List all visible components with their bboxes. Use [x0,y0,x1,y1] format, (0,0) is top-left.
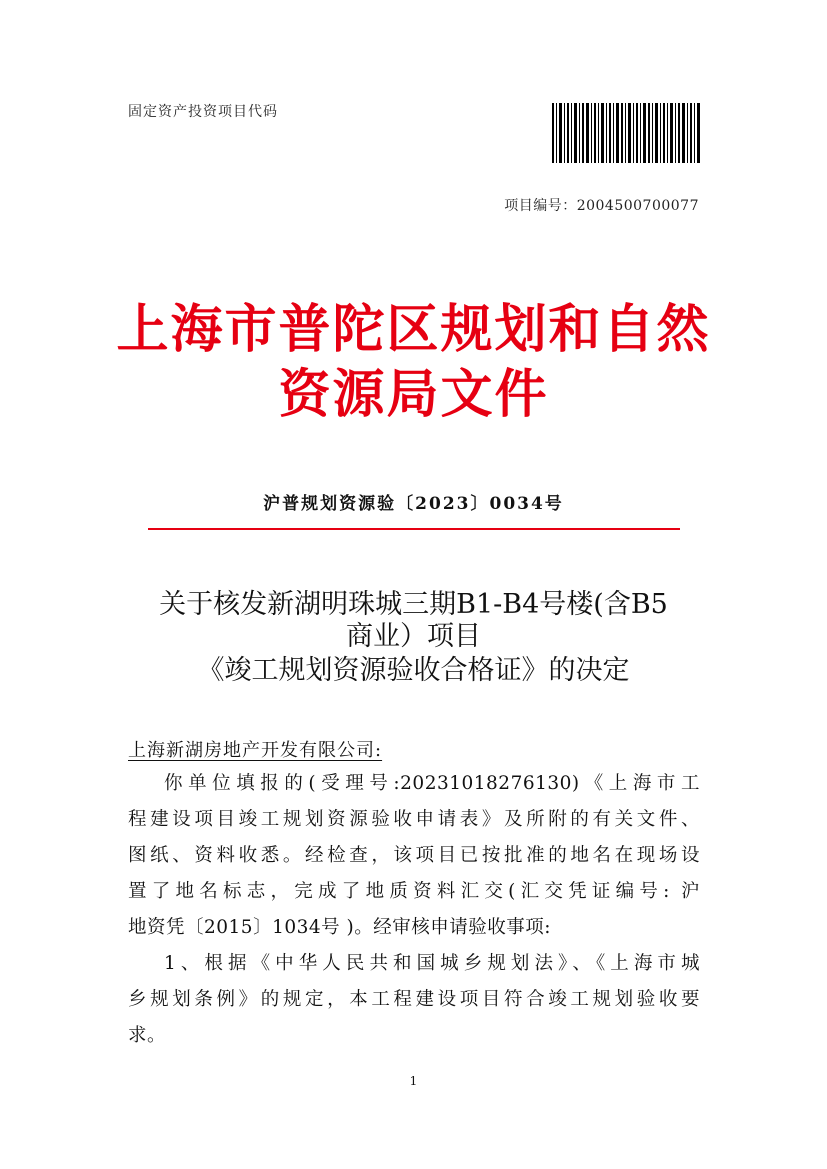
red-divider [148,528,680,530]
project-number: 项目编号：2004500700077 [504,198,699,214]
subject-line3: 《竣工规划资源验收合格证》的决定 [197,655,630,686]
body-paragraph-2-line3: 求。 [128,1025,167,1046]
body-paragraph-1-line5: 地资凭〔2015〕1034号 )。经审核申请验收事项: [128,917,551,938]
issuing-authority-title-line1: 上海市普陀区规划和自然 [116,300,711,360]
investment-code-label: 固定资产投资项目代码 [128,104,278,120]
body-paragraph-1-line1: 你单位填报的(受理号:20231018276130)《上海市工 [164,773,700,794]
body-paragraph-1-line4: 置了地名标志，完成了地质资料汇交(汇交凭证编号: 沪 [128,881,700,902]
body-paragraph-2-line1: 1、根据《中华人民共和国城乡规划法》、《上海市城 [164,953,700,974]
subject-line1: 关于核发新湖明珠城三期B1-B4号楼(含B5 [159,589,668,620]
issuing-authority-title-line2: 资源局文件 [278,365,549,425]
document-number: 沪普规划资源验〔2023〕0034号 [263,494,564,514]
addressee: 上海新湖房地产开发有限公司: [128,740,383,761]
page-number: 1 [409,1074,418,1088]
subject-line2: 商业）项目 [346,621,481,652]
body-paragraph-1-line3: 图纸、资料收悉。经检查，该项目已按批准的地名在现场设 [128,845,700,866]
barcode [552,103,700,163]
body-paragraph-2-line2: 乡规划条例》的规定，本工程建设项目符合竣工规划验收要 [128,989,700,1010]
body-paragraph-1-line2: 程建设项目竣工规划资源验收申请表》及所附的有关文件、 [128,809,700,830]
